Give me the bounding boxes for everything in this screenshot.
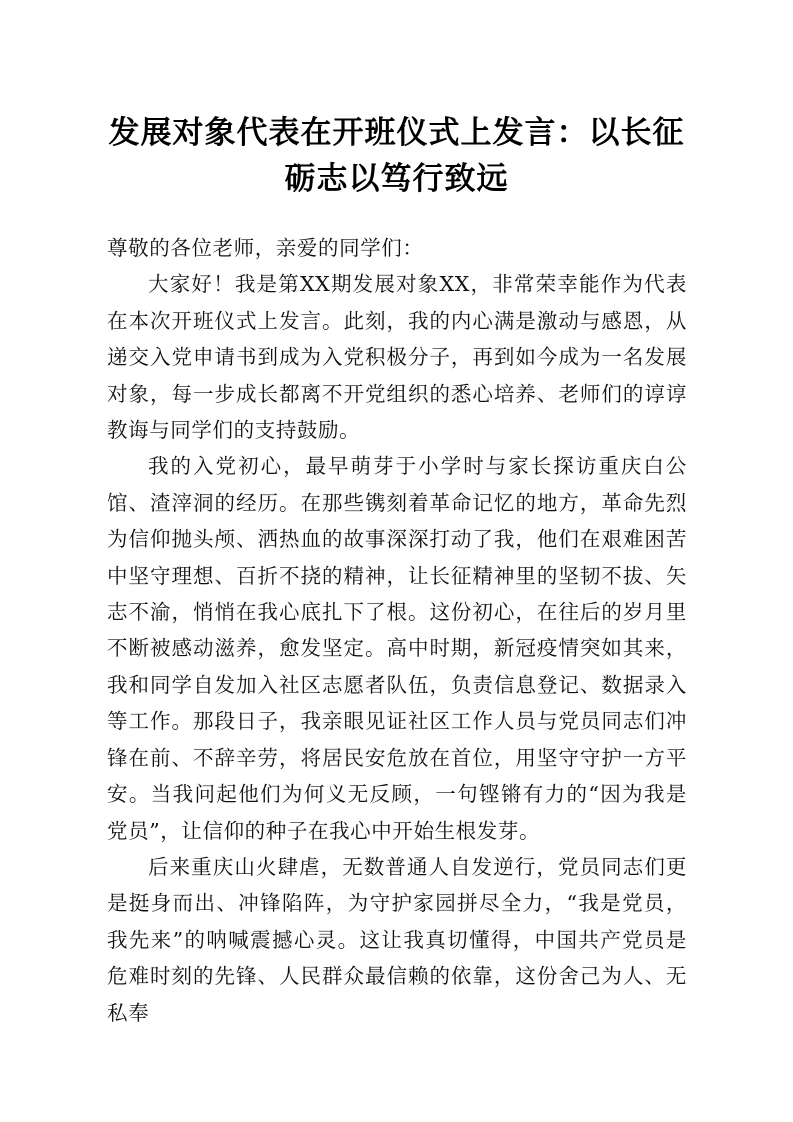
document-title-line-2: 砺志以笃行致远 — [284, 161, 509, 197]
document-body — [107, 230, 687, 1031]
document-title-line-1: 发展对象代表在开班仪式上发言：以长征 — [108, 115, 685, 151]
salutation: 尊敬的各位老师，亲爱的同学们： — [107, 236, 424, 260]
paragraph-1: 大家好！我是第XX期发展对象XX，非常荣幸能作为代表在本次开班仪式上发言。此刻，我的内心满是激动与感恩，从递交入党申请书到成为入党积极分子，再到如今成为一名发展对象，每一步成长都离不开党组织的悉心培养、老师们的谆谆教诲与同学们的支持鼓励。 — [107, 272, 687, 443]
paragraph-2: 我的入党初心，最早萌芽于小学时与家长探访重庆白公馆、渣滓洞的经历。在那些镌刻着革命记忆的地方，革命先烈为信仰抛头颅、洒热血的故事深深打动了我，他们在艰难困苦中坚守理想、百折不挠的精神，让长征精神里的坚韧不拔、矢志不渝，悄悄在我心底扎下了根。这份初心，在往后的岁月里不断被感动滋养，愈发坚定。高中时期，新冠疫情突如其来，我和同学自发加入社区志愿者队伍，负责信息登记、数据录入等工作。那段日子，我亲眼见证社区工作人员与党员同志们冲锋在前、不辞辛劳，将居民安危放在首位，用坚守守护一方平安。当我问起他们为何义无反顾，一句铿锵有力的“因为我是党员”，让信仰的种子在我心中开始生根发芽。 — [107, 454, 687, 843]
paragraph-3: 后来重庆山火肆虐，无数普通人自发逆行，党员同志们更是挺身而出、冲锋陷阵，为守护家园拼尽全力，“我是党员，我先来”的呐喊震撼心灵。这让我真切懂得，中国共产党员是危难时刻的先锋、人民群众最信赖的依靠，这份舍己为人、无私奉 — [107, 854, 687, 1025]
